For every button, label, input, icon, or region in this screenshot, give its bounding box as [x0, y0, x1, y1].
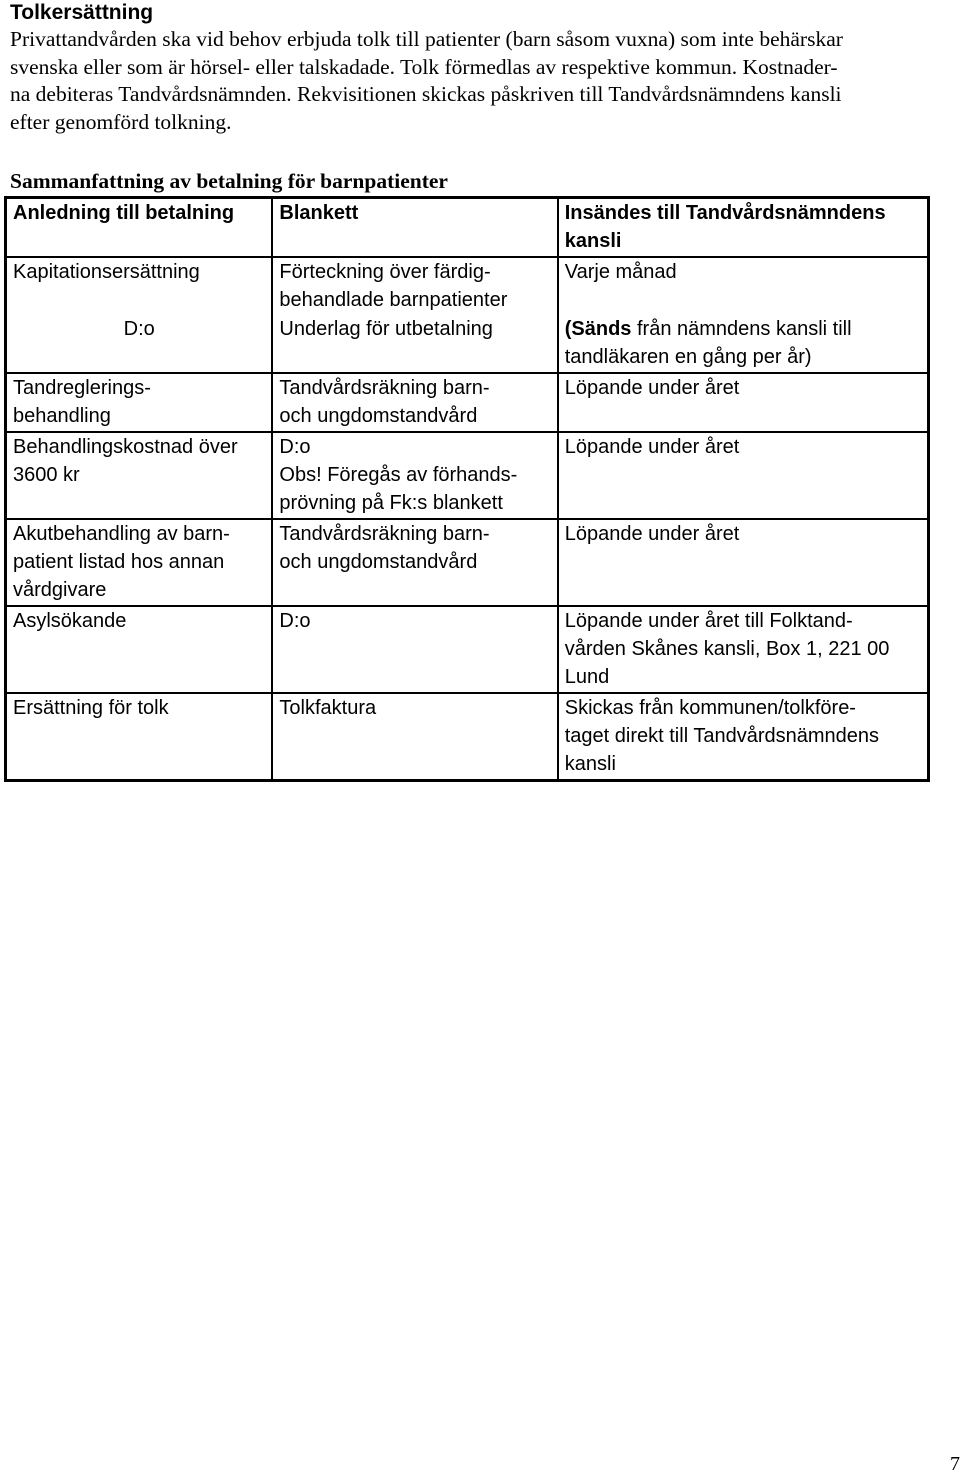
intro-line: Privattandvården ska vid behov erbjuda tolk till patienter (barn såsom vuxna) som inte behärskar [10, 27, 843, 51]
table-row [6, 373, 929, 432]
table-row [6, 432, 929, 519]
cell-reason: Akutbehandling av barn- patient listad hos annan vårdgivare [6, 519, 273, 606]
table-header-row [6, 198, 929, 258]
cell-form: D:o [272, 606, 557, 693]
cell-send-to: (Sänds från nämndens kansli till tandläkaren en gång per år) [558, 315, 929, 373]
cell-reason: Ersättning för tolk [6, 693, 273, 781]
cell-reason: Tandreglerings- behandling [6, 373, 273, 432]
cell-form: Underlag för utbetalning [272, 315, 557, 373]
intro-line: svenska eller som är hörsel- eller talskadade. Tolk förmedlas av respektive kommun. Kostnader- [10, 54, 838, 79]
summary-title: Sammanfattning av betalning för barnpatienter [10, 169, 448, 193]
table-row [6, 606, 929, 693]
table-row [6, 693, 929, 781]
cell-send-to: Varje månad [558, 257, 929, 315]
cell-form: Tandvårdsräkning barn- och ungdomstandvård [272, 519, 557, 606]
cell-form: Tolkfaktura [272, 693, 557, 781]
header-form: Blankett [272, 198, 557, 258]
cell-reason: Behandlingskostnad över 3600 kr [6, 432, 273, 519]
page-number: 7 [950, 1453, 960, 1475]
cell-form: Tandvårdsräkning barn- och ungdomstandvård [272, 373, 557, 432]
cell-form: D:o Obs! Föregås av förhands- prövning på Fk:s blankett [272, 432, 557, 519]
intro-line: efter genomförd tolkning. [10, 109, 232, 134]
intro-paragraph [10, 26, 950, 136]
section-title: Tolkersättning [10, 1, 154, 24]
cell-reason: D:o [6, 315, 273, 373]
cell-reason: Asylsökande [6, 606, 273, 693]
cell-reason: Kapitationsersättning [6, 257, 273, 315]
table-row [6, 315, 929, 373]
cell-send-to: Löpande under året [558, 373, 929, 432]
payment-summary-table [4, 196, 930, 782]
cell-send-to: Löpande under året [558, 432, 929, 519]
cell-form: Förteckning över färdig- behandlade barnpatienter [272, 257, 557, 315]
header-reason: Anledning till betalning [6, 198, 273, 258]
table-row [6, 257, 929, 315]
intro-line: na debiteras Tandvårdsnämnden. Rekvisitionen skickas påskriven till Tandvårdsnämndens kansli [10, 82, 842, 106]
cell-send-to: Löpande under året till Folktand- vården Skånes kansli, Box 1, 221 00 Lund [558, 606, 929, 693]
header-send-to: Insändes till Tandvårdsnämndens kansli [558, 198, 929, 258]
table-row [6, 519, 929, 606]
cell-send-to: Löpande under året [558, 519, 929, 606]
document-page [10, 0, 950, 775]
cell-send-to: Skickas från kommunen/tolkföre- taget direkt till Tandvårdsnämndens kansli [558, 693, 929, 781]
